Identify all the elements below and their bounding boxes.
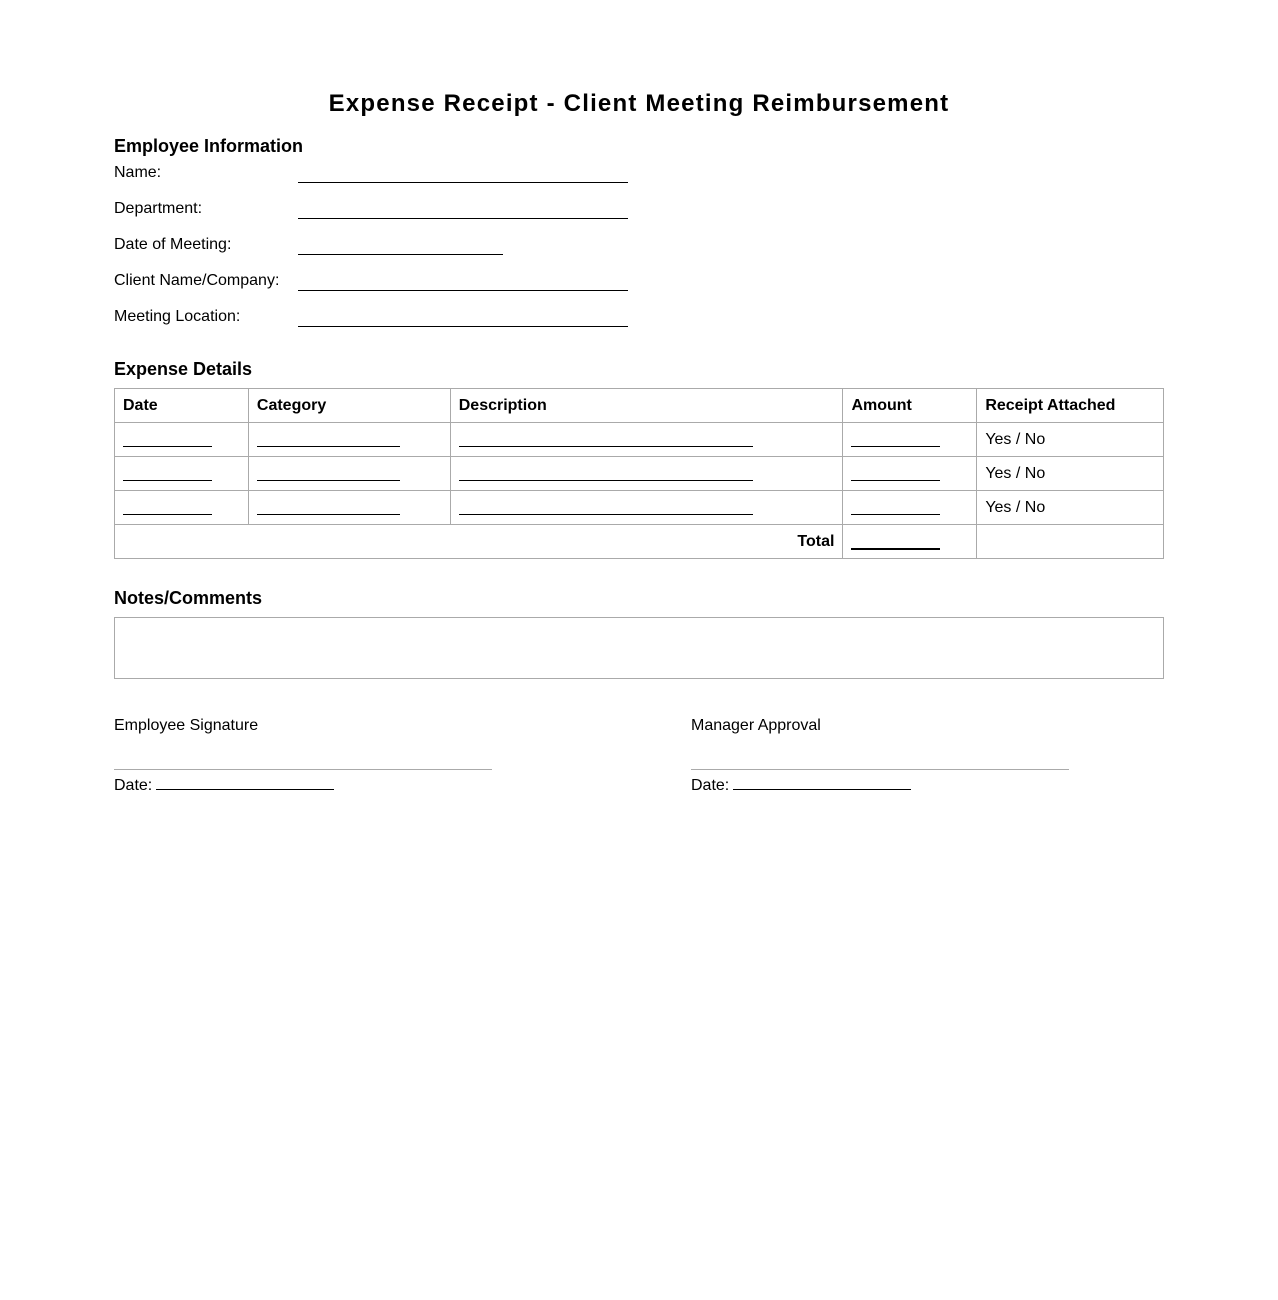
amount-input[interactable] — [851, 513, 940, 515]
client-label: Client Name/Company: — [114, 272, 280, 289]
meeting-date-label: Date of Meeting: — [114, 236, 232, 253]
col-date: Date — [115, 389, 249, 423]
employee-info-heading: Employee Information — [114, 136, 304, 156]
col-amount: Amount — [843, 389, 977, 423]
employee-date-field[interactable] — [156, 775, 334, 790]
employee-date-row — [114, 775, 334, 795]
manager-date-row — [691, 775, 911, 795]
manager-date-label: Date: — [691, 777, 730, 794]
department-field[interactable] — [298, 218, 628, 219]
manager-signature-line[interactable] — [691, 769, 1069, 770]
description-input[interactable] — [459, 479, 753, 481]
description-input[interactable] — [459, 445, 753, 447]
employee-signature-label: Employee Signature — [114, 717, 259, 734]
total-amount-input[interactable] — [851, 547, 940, 550]
name-field-row — [114, 164, 714, 188]
department-field-row — [114, 200, 714, 224]
location-label: Meeting Location: — [114, 308, 241, 325]
col-description: Description — [450, 389, 843, 423]
name-label: Name: — [114, 164, 162, 181]
date-input[interactable] — [123, 513, 212, 515]
col-receipt: Receipt Attached — [977, 389, 1164, 423]
date-input[interactable] — [123, 445, 212, 447]
client-field[interactable] — [298, 290, 628, 291]
date-input[interactable] — [123, 479, 212, 481]
expense-details-heading: Expense Details — [114, 359, 253, 379]
employee-date-label: Date: — [114, 777, 153, 794]
notes-textarea[interactable] — [114, 617, 1164, 679]
category-input[interactable] — [257, 445, 400, 447]
page-title: Expense Receipt - Client Meeting Reimbursement — [328, 90, 950, 117]
total-row — [115, 525, 1164, 559]
total-empty-cell — [977, 525, 1164, 559]
location-field-row — [114, 308, 714, 332]
employee-signature-line[interactable] — [114, 769, 492, 770]
category-input[interactable] — [257, 513, 400, 515]
expense-table — [114, 388, 1164, 559]
receipt-attached[interactable]: Yes / No — [977, 491, 1164, 525]
location-field[interactable] — [298, 326, 628, 327]
table-header-row — [115, 389, 1164, 423]
total-label: Total — [115, 525, 843, 559]
category-input[interactable] — [257, 479, 400, 481]
receipt-attached[interactable]: Yes / No — [977, 457, 1164, 491]
receipt-attached[interactable]: Yes / No — [977, 423, 1164, 457]
amount-input[interactable] — [851, 445, 940, 447]
description-input[interactable] — [459, 513, 753, 515]
manager-approval-label: Manager Approval — [691, 717, 821, 734]
col-category: Category — [248, 389, 450, 423]
meeting-date-field[interactable] — [298, 254, 503, 255]
amount-input[interactable] — [851, 479, 940, 481]
table-row — [115, 423, 1164, 457]
table-row — [115, 457, 1164, 491]
notes-heading: Notes/Comments — [114, 588, 263, 608]
department-label: Department: — [114, 200, 203, 217]
table-row — [115, 491, 1164, 525]
client-field-row — [114, 272, 714, 296]
meeting-date-field-row — [114, 236, 714, 260]
name-field[interactable] — [298, 182, 628, 183]
manager-date-field[interactable] — [733, 775, 911, 790]
